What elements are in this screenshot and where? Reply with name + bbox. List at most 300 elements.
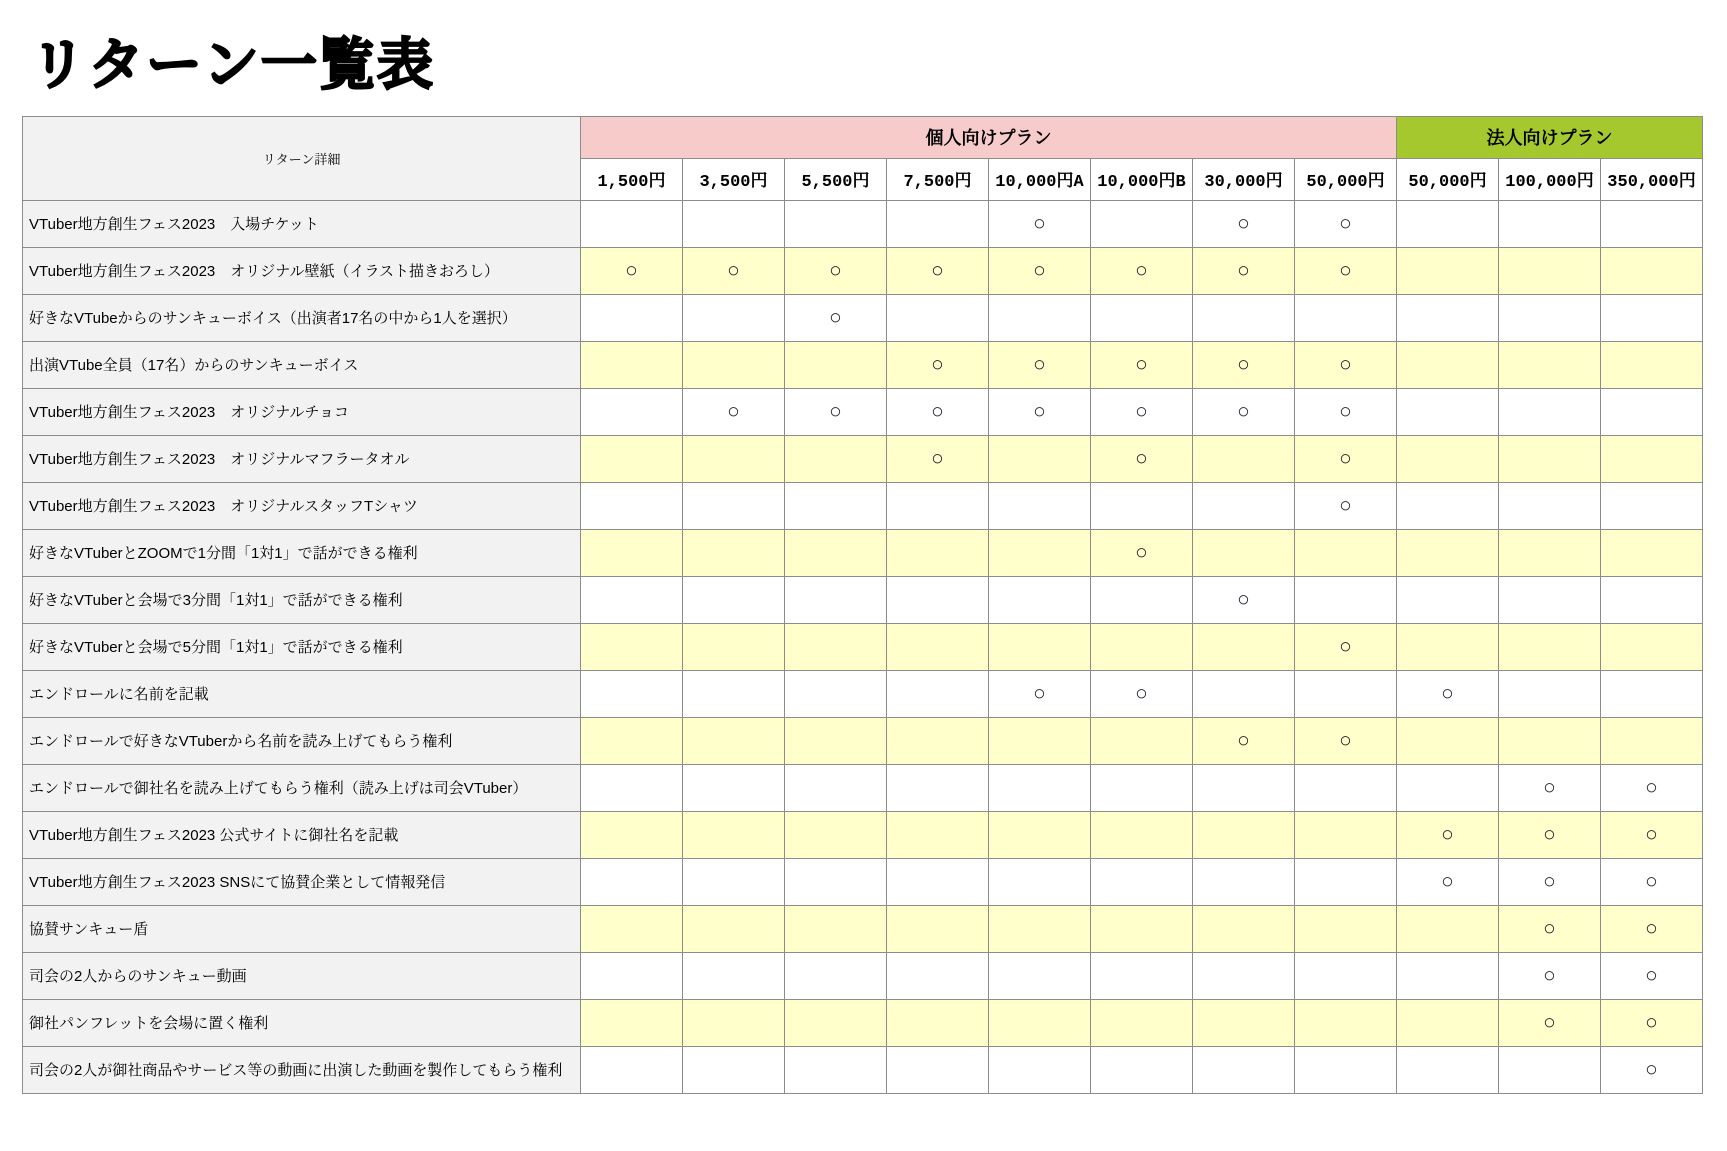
empty-cell (581, 623, 683, 670)
empty-cell (785, 435, 887, 482)
empty-cell (887, 294, 989, 341)
table-row (23, 717, 1703, 764)
empty-cell (1397, 905, 1499, 952)
empty-cell (1091, 482, 1193, 529)
mark-cell (581, 247, 683, 294)
mark-cell (989, 341, 1091, 388)
circle-mark: ○ (1645, 775, 1658, 799)
empty-cell (989, 999, 1091, 1046)
empty-cell (1091, 294, 1193, 341)
empty-cell (683, 999, 785, 1046)
empty-cell (683, 811, 785, 858)
circle-mark: ○ (1237, 728, 1250, 752)
empty-cell (887, 623, 989, 670)
empty-cell (1499, 200, 1601, 247)
circle-mark: ○ (1135, 258, 1148, 282)
mark-cell (1295, 247, 1397, 294)
mark-cell (1601, 905, 1703, 952)
reward-label-cell: 司会の2人からのサンキュー動画 (23, 952, 581, 999)
empty-cell (581, 341, 683, 388)
circle-mark: ○ (1033, 211, 1046, 235)
mark-cell (1601, 1046, 1703, 1093)
table-row (23, 670, 1703, 717)
circle-mark: ○ (1135, 446, 1148, 470)
empty-cell (1193, 623, 1295, 670)
empty-cell (581, 717, 683, 764)
mark-cell (1193, 717, 1295, 764)
circle-mark: ○ (1441, 869, 1454, 893)
reward-label-cell: VTuber地方創生フェス2023 公式サイトに御社名を記載 (23, 811, 581, 858)
circle-mark: ○ (1645, 1010, 1658, 1034)
mark-cell (1193, 341, 1295, 388)
empty-cell (1091, 623, 1193, 670)
empty-cell (581, 294, 683, 341)
empty-cell (1193, 952, 1295, 999)
empty-cell (581, 811, 683, 858)
empty-cell (989, 623, 1091, 670)
reward-label-cell: エンドロールに名前を記載 (23, 670, 581, 717)
empty-cell (989, 576, 1091, 623)
mark-cell (1091, 670, 1193, 717)
empty-cell (581, 858, 683, 905)
circle-mark: ○ (1135, 352, 1148, 376)
table-row (23, 1046, 1703, 1093)
circle-mark: ○ (1543, 963, 1556, 987)
circle-mark: ○ (1339, 728, 1352, 752)
empty-cell (1091, 811, 1193, 858)
empty-cell (887, 717, 989, 764)
mark-cell (989, 247, 1091, 294)
reward-label-cell: VTuber地方創生フェス2023 入場チケット (23, 200, 581, 247)
page-title: リターン一覧表 (30, 33, 435, 96)
empty-cell (683, 576, 785, 623)
empty-cell (1601, 247, 1703, 294)
circle-mark: ○ (1339, 446, 1352, 470)
circle-mark: ○ (1135, 681, 1148, 705)
empty-cell (1499, 294, 1601, 341)
circle-mark: ○ (727, 399, 740, 423)
mark-cell (683, 388, 785, 435)
table-row (23, 576, 1703, 623)
empty-cell (989, 529, 1091, 576)
empty-cell (989, 811, 1091, 858)
empty-cell (785, 952, 887, 999)
empty-cell (785, 482, 887, 529)
table-row (23, 529, 1703, 576)
empty-cell (1091, 1046, 1193, 1093)
circle-mark: ○ (1339, 399, 1352, 423)
circle-mark: ○ (1033, 399, 1046, 423)
price-header-cell-0: 1,500円 (581, 158, 683, 200)
empty-cell (1193, 529, 1295, 576)
circle-mark: ○ (931, 399, 944, 423)
empty-cell (887, 764, 989, 811)
price-header-cell-10: 350,000円 (1601, 158, 1703, 200)
mark-cell (989, 200, 1091, 247)
table-row (23, 388, 1703, 435)
table-body (23, 200, 1703, 1093)
empty-cell (887, 529, 989, 576)
empty-cell (785, 200, 887, 247)
empty-cell (1397, 341, 1499, 388)
detail-header-cell: リターン詳細 (23, 116, 581, 200)
empty-cell (887, 858, 989, 905)
price-header-cell-4: 10,000円A (989, 158, 1091, 200)
circle-mark: ○ (1645, 869, 1658, 893)
empty-cell (1601, 623, 1703, 670)
empty-cell (1091, 717, 1193, 764)
table-row (23, 341, 1703, 388)
empty-cell (581, 482, 683, 529)
empty-cell (1193, 905, 1295, 952)
mark-cell (1193, 200, 1295, 247)
circle-mark: ○ (1645, 822, 1658, 846)
table-row (23, 764, 1703, 811)
empty-cell (1193, 435, 1295, 482)
empty-cell (887, 905, 989, 952)
mark-cell (1295, 717, 1397, 764)
empty-cell (1601, 529, 1703, 576)
empty-cell (1193, 670, 1295, 717)
empty-cell (989, 717, 1091, 764)
mark-cell (1499, 905, 1601, 952)
mark-cell (1397, 670, 1499, 717)
circle-mark: ○ (829, 258, 842, 282)
empty-cell (1601, 717, 1703, 764)
empty-cell (1499, 717, 1601, 764)
circle-mark: ○ (1033, 258, 1046, 282)
table-row (23, 905, 1703, 952)
empty-cell (989, 858, 1091, 905)
empty-cell (683, 294, 785, 341)
empty-cell (683, 529, 785, 576)
empty-cell (1397, 717, 1499, 764)
mark-cell (1499, 952, 1601, 999)
circle-mark: ○ (829, 399, 842, 423)
circle-mark: ○ (931, 446, 944, 470)
circle-mark: ○ (1339, 352, 1352, 376)
mark-cell (1091, 529, 1193, 576)
empty-cell (887, 952, 989, 999)
empty-cell (1295, 1046, 1397, 1093)
mark-cell (887, 435, 989, 482)
reward-label-cell: 好きなVTuberと会場で3分間「1対1」で話ができる権利 (23, 576, 581, 623)
mark-cell (1601, 952, 1703, 999)
empty-cell (1295, 670, 1397, 717)
empty-cell (1499, 341, 1601, 388)
empty-cell (1295, 811, 1397, 858)
circle-mark: ○ (1645, 963, 1658, 987)
circle-mark: ○ (1441, 681, 1454, 705)
empty-cell (1397, 388, 1499, 435)
empty-cell (581, 952, 683, 999)
empty-cell (683, 623, 785, 670)
mark-cell (1499, 999, 1601, 1046)
empty-cell (683, 1046, 785, 1093)
circle-mark: ○ (1543, 916, 1556, 940)
mark-cell (1397, 858, 1499, 905)
empty-cell (1601, 576, 1703, 623)
empty-cell (785, 764, 887, 811)
mark-cell (785, 388, 887, 435)
mark-cell (1193, 247, 1295, 294)
mark-cell (1091, 388, 1193, 435)
mark-cell (1499, 858, 1601, 905)
mark-cell (1601, 811, 1703, 858)
empty-cell (1397, 529, 1499, 576)
empty-cell (1193, 294, 1295, 341)
empty-cell (581, 905, 683, 952)
empty-cell (785, 999, 887, 1046)
mark-cell (683, 247, 785, 294)
empty-cell (1193, 811, 1295, 858)
circle-mark: ○ (829, 305, 842, 329)
price-header-cell-2: 5,500円 (785, 158, 887, 200)
empty-cell (581, 670, 683, 717)
circle-mark: ○ (1237, 258, 1250, 282)
empty-cell (887, 999, 989, 1046)
circle-mark: ○ (931, 258, 944, 282)
group-header-personal: 個人向けプラン (581, 116, 1397, 158)
mark-cell (887, 341, 989, 388)
empty-cell (1397, 482, 1499, 529)
circle-mark: ○ (1645, 916, 1658, 940)
empty-cell (989, 764, 1091, 811)
empty-cell (785, 341, 887, 388)
empty-cell (1601, 294, 1703, 341)
empty-cell (887, 576, 989, 623)
empty-cell (1499, 623, 1601, 670)
mark-cell (887, 388, 989, 435)
empty-cell (1193, 858, 1295, 905)
empty-cell (1295, 905, 1397, 952)
empty-cell (1601, 435, 1703, 482)
empty-cell (785, 576, 887, 623)
empty-cell (989, 294, 1091, 341)
circle-mark: ○ (1237, 399, 1250, 423)
empty-cell (1601, 341, 1703, 388)
price-header-cell-7: 50,000円 (1295, 158, 1397, 200)
empty-cell (785, 529, 887, 576)
reward-label-cell: 好きなVTuberとZOOMで1分間「1対1」で話ができる権利 (23, 529, 581, 576)
reward-label-cell: 好きなVTubeからのサンキューボイス（出演者17名の中から1人を選択） (23, 294, 581, 341)
circle-mark: ○ (1339, 634, 1352, 658)
empty-cell (1499, 670, 1601, 717)
circle-mark: ○ (1033, 681, 1046, 705)
circle-mark: ○ (625, 258, 638, 282)
empty-cell (683, 952, 785, 999)
empty-cell (1295, 576, 1397, 623)
price-header-cell-8: 50,000円 (1397, 158, 1499, 200)
group-header-corporate: 法人向けプラン (1397, 116, 1703, 158)
empty-cell (581, 388, 683, 435)
mark-cell (1091, 341, 1193, 388)
mark-cell (887, 247, 989, 294)
empty-cell (785, 670, 887, 717)
empty-cell (683, 905, 785, 952)
reward-label-cell: VTuber地方創生フェス2023 SNSにて協賛企業として情報発信 (23, 858, 581, 905)
empty-cell (581, 200, 683, 247)
empty-cell (1397, 764, 1499, 811)
reward-label-cell: 出演VTube全員（17名）からのサンキューボイス (23, 341, 581, 388)
mark-cell (1295, 341, 1397, 388)
empty-cell (1193, 1046, 1295, 1093)
empty-cell (989, 1046, 1091, 1093)
circle-mark: ○ (1441, 822, 1454, 846)
empty-cell (1091, 952, 1193, 999)
price-header-cell-5: 10,000円B (1091, 158, 1193, 200)
empty-cell (1193, 764, 1295, 811)
empty-cell (683, 200, 785, 247)
empty-cell (1091, 905, 1193, 952)
empty-cell (1397, 200, 1499, 247)
table-row (23, 294, 1703, 341)
reward-label-cell: 御社パンフレットを会場に置く権利 (23, 999, 581, 1046)
mark-cell (785, 247, 887, 294)
empty-cell (1397, 952, 1499, 999)
empty-cell (1499, 1046, 1601, 1093)
reward-label-cell: エンドロールで好きなVTuberから名前を読み上げてもらう権利 (23, 717, 581, 764)
table-row (23, 247, 1703, 294)
empty-cell (1601, 670, 1703, 717)
circle-mark: ○ (1135, 540, 1148, 564)
empty-cell (1193, 482, 1295, 529)
empty-cell (1397, 623, 1499, 670)
mark-cell (1601, 999, 1703, 1046)
mark-cell (1499, 811, 1601, 858)
circle-mark: ○ (1339, 258, 1352, 282)
table-row (23, 435, 1703, 482)
circle-mark: ○ (931, 352, 944, 376)
price-header-cell-1: 3,500円 (683, 158, 785, 200)
circle-mark: ○ (1339, 211, 1352, 235)
empty-cell (683, 341, 785, 388)
reward-label-cell: VTuber地方創生フェス2023 オリジナルチョコ (23, 388, 581, 435)
mark-cell (1499, 764, 1601, 811)
table-row (23, 811, 1703, 858)
circle-mark: ○ (1543, 775, 1556, 799)
empty-cell (785, 811, 887, 858)
empty-cell (887, 1046, 989, 1093)
circle-mark: ○ (1135, 399, 1148, 423)
empty-cell (581, 1046, 683, 1093)
empty-cell (683, 717, 785, 764)
reward-label-cell: エンドロールで御社名を読み上げてもらう権利（読み上げは司会VTuber） (23, 764, 581, 811)
empty-cell (1295, 999, 1397, 1046)
empty-cell (581, 435, 683, 482)
empty-cell (683, 435, 785, 482)
mark-cell (1295, 388, 1397, 435)
empty-cell (581, 529, 683, 576)
reward-label-cell: 司会の2人が御社商品やサービス等の動画に出演した動画を製作してもらう権利 (23, 1046, 581, 1093)
mark-cell (1397, 811, 1499, 858)
empty-cell (1091, 200, 1193, 247)
empty-cell (1295, 858, 1397, 905)
empty-cell (1091, 576, 1193, 623)
empty-cell (1295, 764, 1397, 811)
table-row (23, 482, 1703, 529)
mark-cell (1193, 576, 1295, 623)
empty-cell (989, 482, 1091, 529)
empty-cell (1295, 294, 1397, 341)
mark-cell (1193, 388, 1295, 435)
empty-cell (1601, 482, 1703, 529)
empty-cell (887, 482, 989, 529)
reward-label-cell: 好きなVTuberと会場で5分間「1対1」で話ができる権利 (23, 623, 581, 670)
mark-cell (1295, 623, 1397, 670)
table-row (23, 858, 1703, 905)
mark-cell (989, 388, 1091, 435)
empty-cell (1091, 999, 1193, 1046)
empty-cell (1295, 529, 1397, 576)
empty-cell (1397, 1046, 1499, 1093)
reward-label-cell: VTuber地方創生フェス2023 オリジナルスタッフTシャツ (23, 482, 581, 529)
empty-cell (1499, 388, 1601, 435)
empty-cell (887, 670, 989, 717)
mark-cell (1091, 435, 1193, 482)
reward-label-cell: VTuber地方創生フェス2023 オリジナル壁紙（イラスト描きおろし） (23, 247, 581, 294)
empty-cell (1091, 858, 1193, 905)
mark-cell (1601, 764, 1703, 811)
circle-mark: ○ (1543, 822, 1556, 846)
table-row (23, 623, 1703, 670)
empty-cell (989, 435, 1091, 482)
circle-mark: ○ (1033, 352, 1046, 376)
mark-cell (1295, 435, 1397, 482)
empty-cell (1601, 200, 1703, 247)
empty-cell (1601, 388, 1703, 435)
circle-mark: ○ (1237, 211, 1250, 235)
empty-cell (1397, 999, 1499, 1046)
empty-cell (785, 1046, 887, 1093)
price-header-cell-9: 100,000円 (1499, 158, 1601, 200)
mark-cell (785, 294, 887, 341)
empty-cell (887, 811, 989, 858)
empty-cell (1193, 999, 1295, 1046)
table-row (23, 999, 1703, 1046)
circle-mark: ○ (1543, 1010, 1556, 1034)
circle-mark: ○ (1237, 352, 1250, 376)
table-row (23, 200, 1703, 247)
circle-mark: ○ (1237, 587, 1250, 611)
empty-cell (683, 858, 785, 905)
empty-cell (1499, 576, 1601, 623)
reward-label-cell: VTuber地方創生フェス2023 オリジナルマフラータオル (23, 435, 581, 482)
circle-mark: ○ (1339, 493, 1352, 517)
empty-cell (785, 905, 887, 952)
empty-cell (581, 764, 683, 811)
empty-cell (1397, 247, 1499, 294)
empty-cell (989, 952, 1091, 999)
mark-cell (1601, 858, 1703, 905)
empty-cell (683, 764, 785, 811)
group-header-row (23, 116, 1703, 158)
empty-cell (683, 482, 785, 529)
mark-cell (1295, 482, 1397, 529)
empty-cell (581, 999, 683, 1046)
table-row (23, 952, 1703, 999)
mark-cell (1295, 200, 1397, 247)
empty-cell (1295, 952, 1397, 999)
circle-mark: ○ (1645, 1057, 1658, 1081)
empty-cell (1499, 482, 1601, 529)
circle-mark: ○ (1543, 869, 1556, 893)
empty-cell (989, 905, 1091, 952)
circle-mark: ○ (727, 258, 740, 282)
returns-table (22, 116, 1703, 1094)
empty-cell (1499, 435, 1601, 482)
mark-cell (1091, 247, 1193, 294)
